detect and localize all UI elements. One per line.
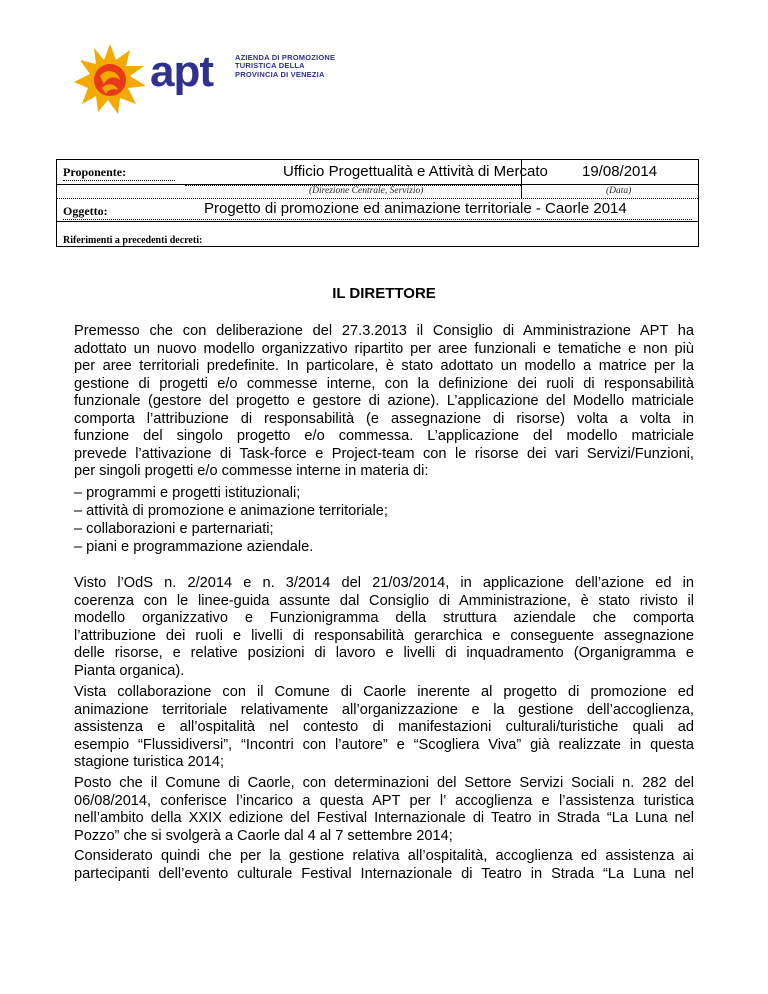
logo-brand: apt [150,47,213,96]
list-item: – collaborazioni e parternariati; [74,521,274,537]
materia-list [74,484,388,556]
oggetto-label: Oggetto: [63,204,108,218]
paragraph-premesso: Premesso che con deliberazione del 27.3.2013 il Consiglio di Amministrazione APT ha adottato un nuovo modello organizzativo ripartito per aree funzionali e tematiche e non più per aree territoriali predefinite. In particolare, è stato adottato un modello a matrice per la gestione di progetti e/o commesse interne, con la definizione dei ruoli di responsabilità funzionale (gestore del progetto e gestore di azione). L’applicazione del Modello matriciale comporta l’attribuzione di responsabilità (e assegnazione di risorse) volta a volta in funzione del singolo progetto e/o commessa. L’applicazione del modello matriciale prevede l’attivazione di Task-force e Project-team con le risorse dei vari Servizi/Funzioni, per singoli progetti e/o commesse interne in materia di: [74,323,694,479]
apt-logo [72,40,336,120]
proponente-row [56,159,699,185]
paragraph-considerato: Considerato quindi che per la gestione relativa all’ospitalità, accoglienza ed assistenza ai partecipanti dell’evento culturale Festival Internazionale di Teatro in Strada “La Luna nel [74,848,694,882]
paragraph-visto: Visto l’OdS n. 2/2014 e n. 3/2014 del 21/03/2014, in applicazione dell’azione ed in coerenza con le linee-guida assunte dal Consiglio di Amministrazione, è stato rivisto il modello organizzativo e Funzionigramma della struttura aziendale che comporta l’attribuzione dei ruoli e livelli di responsabilità gerarchica e conseguente assegnazione delle risorse, e relative posizioni di lavoro e livelli di inquadramento (Organigramma e Pianta organica). [74,575,694,679]
riferimenti-label: Riferimenti a precedenti decreti: [63,235,203,246]
date-value: 19/08/2014 [582,163,658,180]
oggetto-value: Progetto di promozione ed animazione territoriale - Caorle 2014 [204,200,627,217]
riferimenti-row [56,221,699,247]
oggetto-row [56,184,699,222]
paragraph-vista: Vista collaborazione con il Comune di Caorle inerente al progetto di promozione ed animazione territoriale relativamente all’organizzazione e la gestione dell’accoglienza, assistenza e all’ospitalità nel contesto di manifestazioni culturali/turistiche quali ad esempio “Flussidiversi”, “Incontri con l’autore” e “Scogliera Viva” già realizzate in questa stagione turistica 2014; [74,684,694,770]
data-caption: (Data) [606,186,632,196]
list-item: – attività di promozione e animazione territoriale; [74,503,388,519]
paragraph-posto: Posto che il Comune di Caorle, con determinazioni del Settore Servizi Sociali n. 282 del 06/08/2014, conferisce l’incarico a questa APT per l’ accoglienza e l’assistenza turistica nell’ambito della XXIX edizione del Festival Internazionale di Teatro in Strada “La Luna nel Pozzo” che si svolgerà a Caorle dal 4 al 7 settembre 2014; [74,775,694,844]
logo-tagline: AZIENDA DI PROMOZIONE TURISTICA DELLA PROVINCIA DI VENEZIA [235,53,336,79]
sun-icon [72,40,152,120]
ufficio-value: Ufficio Progettualità e Attività di Mercato [283,163,548,180]
proponente-label: Proponente: [63,165,127,179]
list-item: – piani e programmazione aziendale. [74,539,314,555]
list-item: – programmi e progetti istituzionali; [74,485,301,501]
direzione-caption: (Direzione Centrale, Servizio) [309,186,424,196]
header-table [56,159,699,249]
document-title: IL DIRETTORE [332,285,436,302]
